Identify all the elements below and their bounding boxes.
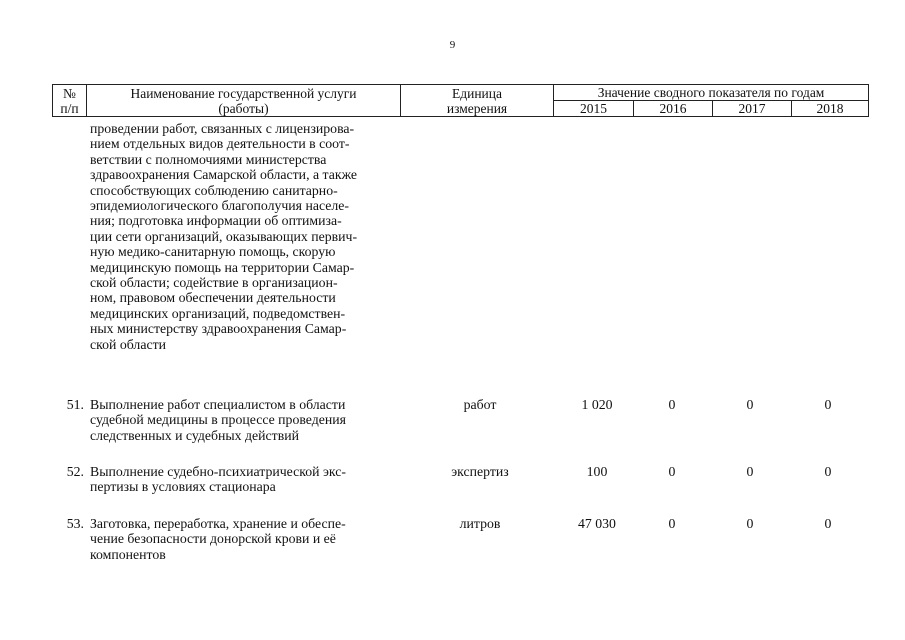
value-2018: 0: [824, 516, 832, 531]
text-line: следственных и судебных действий: [90, 427, 299, 443]
text-line: ской области: [90, 336, 166, 352]
text-line: ской области; содействие в организацион-: [90, 275, 338, 291]
header-number-column: [53, 85, 87, 117]
unit-of-measure: литров: [459, 516, 501, 531]
header-year-2017: 2017: [713, 101, 792, 117]
value-2015: 100: [586, 464, 608, 479]
text-line: способствующих соблюдению санитарно-: [90, 182, 338, 198]
continued-service-description: [90, 121, 395, 352]
header-service-name-column: [87, 85, 401, 117]
text-line: ния; подготовка информации об оптимиза-: [90, 213, 342, 229]
text-line: ции сети организаций, оказывающих первич-: [90, 228, 358, 244]
header-unit-line-1: Единица: [451, 85, 502, 101]
text-line: компонентов: [90, 546, 166, 562]
header-values-group: Значение сводного показателя по годам: [554, 85, 869, 101]
text-line: здравоохранения Самарской области, а также: [90, 167, 358, 183]
text-line: ветствии с полномочиями министерства: [90, 151, 327, 167]
header-number-line-2: п/п: [60, 100, 79, 116]
value-2018: 0: [824, 464, 832, 479]
header-number-line-1: №: [63, 85, 76, 101]
value-2018: 0: [824, 397, 832, 412]
text-line: пертизы в условиях стационара: [90, 479, 276, 495]
text-line: нием отдельных видов деятельности в соот-: [90, 136, 350, 152]
service-name: [90, 516, 395, 562]
row-number: 53.: [66, 516, 84, 531]
value-2017: 0: [746, 464, 754, 479]
text-line: ном, правовом обеспечении деятельности: [90, 290, 336, 306]
unit-of-measure: работ: [463, 397, 497, 412]
text-line: медицинскую помощь на территории Самар-: [90, 259, 355, 275]
value-2016: 0: [668, 464, 676, 479]
value-2017: 0: [746, 516, 754, 531]
text-line: чение безопасности донорской крови и её: [90, 531, 336, 547]
text-line: Выполнение судебно-психиатрической экс-: [90, 464, 346, 479]
value-2017: 0: [746, 397, 754, 412]
header-year-2016: 2016: [634, 101, 713, 117]
header-name-line-1: Наименование государственной услуги: [130, 85, 357, 101]
page-number: 9: [449, 39, 456, 51]
row-number: 52.: [66, 464, 84, 479]
text-line: эпидемиологического благополучия населе-: [90, 198, 350, 214]
table-header: [52, 84, 869, 117]
service-name: [90, 464, 395, 495]
text-line: ную медико-санитарную помощь, скорую: [90, 244, 336, 260]
header-name-line-2: (работы): [218, 100, 269, 116]
service-name: [90, 397, 395, 443]
header-year-2018: 2018: [792, 101, 869, 117]
text-line: медицинских организаций, подведомствен-: [90, 305, 346, 321]
header-year-2015: 2015: [554, 101, 634, 117]
value-2016: 0: [668, 516, 676, 531]
text-line: ных министерству здравоохранения Самар-: [90, 321, 347, 337]
value-2015: 47 030: [578, 516, 616, 531]
unit-of-measure: экспертиз: [451, 464, 509, 479]
header-unit-line-2: измерения: [446, 100, 508, 116]
value-2015: 1 020: [581, 397, 613, 412]
header-unit-column: [401, 85, 554, 117]
text-line: проведении работ, связанных с лицензирова-: [90, 121, 355, 136]
row-number: 51.: [66, 397, 84, 412]
text-line: Заготовка, переработка, хранение и обеспе-: [90, 516, 346, 531]
text-line: Выполнение работ специалистом в области: [90, 397, 346, 412]
value-2016: 0: [668, 397, 676, 412]
text-line: судебной медицины в процессе проведения: [90, 412, 346, 428]
